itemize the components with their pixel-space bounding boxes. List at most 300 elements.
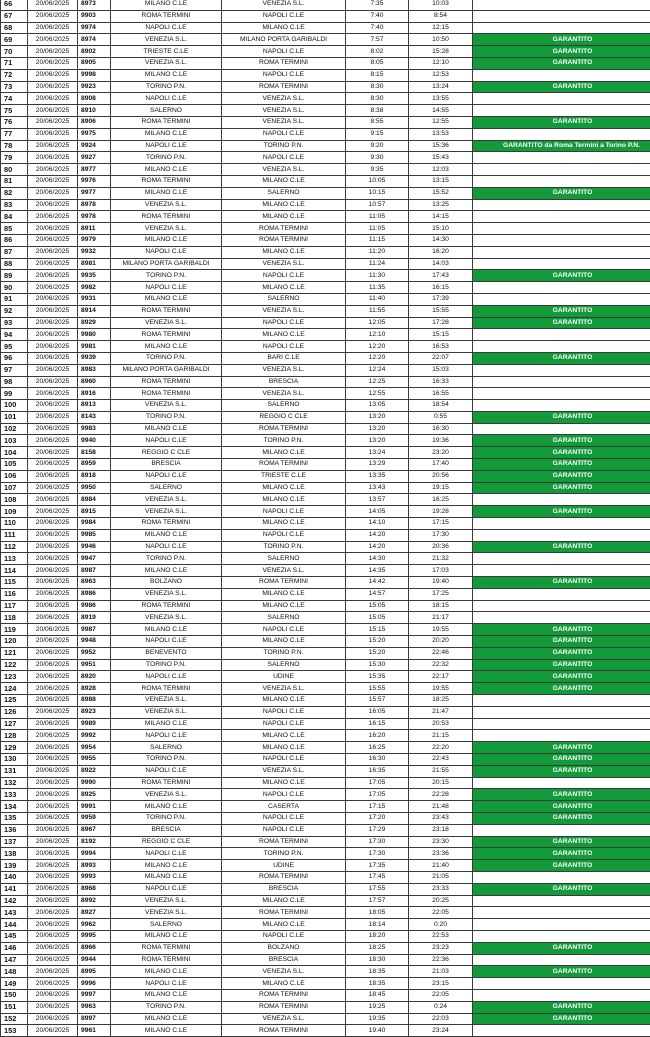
row-number: 147 xyxy=(1,954,28,966)
arrival-time: 12:53 xyxy=(409,69,473,81)
arrival-time: 16:33 xyxy=(409,376,473,388)
arrival-station: MILANO C.LE xyxy=(222,636,346,648)
departure-time: 13:20 xyxy=(346,411,409,423)
departure-time: 8:02 xyxy=(346,46,409,58)
arrival-station: BARI C.LE xyxy=(222,352,346,364)
row-number: 116 xyxy=(1,588,28,600)
train-number: 9991 xyxy=(78,801,111,813)
departure-station: MILANO C.LE xyxy=(111,871,222,883)
arrival-time: 23:43 xyxy=(409,812,473,824)
travel-date: 20/06/2025 xyxy=(28,0,78,10)
arrival-time: 20:25 xyxy=(409,895,473,907)
row-number: 132 xyxy=(1,777,28,789)
guarantee-status: GARANTITO xyxy=(473,883,650,895)
arrival-station: MILANO C.LE xyxy=(222,329,346,341)
row-number: 79 xyxy=(1,152,28,164)
departure-station: NAPOLI C.LE xyxy=(111,93,222,105)
departure-station: VENEZIA S.L. xyxy=(111,789,222,801)
row-number: 121 xyxy=(1,647,28,659)
departure-station: SALERNO xyxy=(111,482,222,494)
departure-time: 13:24 xyxy=(346,447,409,459)
guarantee-status xyxy=(473,954,650,966)
row-number: 150 xyxy=(1,989,28,1001)
row-number: 103 xyxy=(1,435,28,447)
row-number: 83 xyxy=(1,199,28,211)
table-row xyxy=(1,388,650,400)
departure-station: MILANO C.LE xyxy=(111,341,222,353)
guarantee-status xyxy=(473,706,650,718)
arrival-station: ROMA TERMINI xyxy=(222,459,346,471)
arrival-time: 12:15 xyxy=(409,22,473,34)
departure-time: 16:05 xyxy=(346,706,409,718)
guarantee-status: GARANTITO xyxy=(473,81,650,93)
guarantee-status xyxy=(473,22,650,34)
guarantee-status: GARANTITO xyxy=(473,860,650,872)
table-row xyxy=(1,411,650,423)
travel-date: 20/06/2025 xyxy=(28,989,78,1001)
table-row xyxy=(1,565,650,577)
departure-time: 11:40 xyxy=(346,293,409,305)
train-number: 8997 xyxy=(78,1013,111,1025)
travel-date: 20/06/2025 xyxy=(28,930,78,942)
departure-time: 13:43 xyxy=(346,482,409,494)
train-number: 9962 xyxy=(78,919,111,931)
arrival-station: MILANO C.LE xyxy=(222,22,346,34)
departure-station: VENEZIA S.L. xyxy=(111,400,222,412)
guarantee-status xyxy=(473,730,650,742)
departure-station: VENEZIA S.L. xyxy=(111,506,222,518)
departure-time: 17:29 xyxy=(346,824,409,836)
departure-time: 17:57 xyxy=(346,895,409,907)
departure-time: 11:15 xyxy=(346,234,409,246)
table-row xyxy=(1,836,650,848)
train-number: 9995 xyxy=(78,930,111,942)
arrival-station: SALERNO xyxy=(222,553,346,565)
row-number: 72 xyxy=(1,69,28,81)
arrival-station: CASERTA xyxy=(222,801,346,813)
arrival-time: 22:36 xyxy=(409,954,473,966)
arrival-station: ROMA TERMINI xyxy=(222,907,346,919)
arrival-time: 15:15 xyxy=(409,329,473,341)
departure-station: MILANO C.LE xyxy=(111,187,222,199)
train-number: 8978 xyxy=(78,199,111,211)
travel-date: 20/06/2025 xyxy=(28,966,78,978)
departure-time: 10:57 xyxy=(346,199,409,211)
departure-time: 12:10 xyxy=(346,329,409,341)
guarantee-status xyxy=(473,329,650,341)
guarantee-status xyxy=(473,258,650,270)
travel-date: 20/06/2025 xyxy=(28,128,78,140)
departure-time: 15:05 xyxy=(346,612,409,624)
travel-date: 20/06/2025 xyxy=(28,718,78,730)
table-row xyxy=(1,187,650,199)
row-number: 66 xyxy=(1,0,28,10)
train-number: 8974 xyxy=(78,34,111,46)
departure-station: TORINO P.N. xyxy=(111,352,222,364)
departure-station: ROMA TERMINI xyxy=(111,954,222,966)
guarantee-status xyxy=(473,777,650,789)
departure-station: BENEVENTO xyxy=(111,647,222,659)
guarantee-status xyxy=(473,400,650,412)
arrival-time: 15:10 xyxy=(409,223,473,235)
train-number: 9982 xyxy=(78,282,111,294)
travel-date: 20/06/2025 xyxy=(28,942,78,954)
row-number: 111 xyxy=(1,529,28,541)
arrival-time: 13:24 xyxy=(409,81,473,93)
table-row xyxy=(1,282,650,294)
guarantee-status: GARANTITO xyxy=(473,34,650,46)
train-number: 9923 xyxy=(78,81,111,93)
departure-time: 11:05 xyxy=(346,223,409,235)
travel-date: 20/06/2025 xyxy=(28,1025,78,1037)
guarantee-status: GARANTITO xyxy=(473,447,650,459)
guarantee-status: GARANTITO xyxy=(473,812,650,824)
train-number: 9903 xyxy=(78,10,111,22)
table-row xyxy=(1,671,650,683)
travel-date: 20/06/2025 xyxy=(28,81,78,93)
guarantee-status: GARANTITO xyxy=(473,187,650,199)
departure-time: 17:35 xyxy=(346,860,409,872)
train-number: 8905 xyxy=(78,57,111,69)
arrival-station: TRIESTE C.LE xyxy=(222,470,346,482)
arrival-station: VENEZIA S.L. xyxy=(222,258,346,270)
guarantee-status: GARANTITO xyxy=(473,765,650,777)
guarantee-status: GARANTITO xyxy=(473,1013,650,1025)
arrival-station: MILANO PORTA GARIBALDI xyxy=(222,34,346,46)
guarantee-status xyxy=(473,246,650,258)
guarantee-status xyxy=(473,895,650,907)
travel-date: 20/06/2025 xyxy=(28,93,78,105)
travel-date: 20/06/2025 xyxy=(28,270,78,282)
row-number: 100 xyxy=(1,400,28,412)
travel-date: 20/06/2025 xyxy=(28,46,78,58)
row-number: 151 xyxy=(1,1001,28,1013)
travel-date: 20/06/2025 xyxy=(28,954,78,966)
guarantee-status: GARANTITO xyxy=(473,754,650,766)
departure-time: 10:15 xyxy=(346,187,409,199)
departure-time: 9:30 xyxy=(346,152,409,164)
arrival-station: TORINO P.N. xyxy=(222,541,346,553)
train-number: 8192 xyxy=(78,836,111,848)
travel-date: 20/06/2025 xyxy=(28,754,78,766)
departure-station: VENEZIA S.L. xyxy=(111,494,222,506)
guarantee-status: GARANTITO xyxy=(473,683,650,695)
table-row xyxy=(1,659,650,671)
guarantee-status xyxy=(473,423,650,435)
departure-time: 13:29 xyxy=(346,459,409,471)
departure-time: 18:35 xyxy=(346,978,409,990)
row-number: 90 xyxy=(1,282,28,294)
train-number: 9987 xyxy=(78,624,111,636)
table-row xyxy=(1,329,650,341)
row-number: 96 xyxy=(1,352,28,364)
row-number: 82 xyxy=(1,187,28,199)
table-row xyxy=(1,848,650,860)
train-number: 9963 xyxy=(78,1001,111,1013)
departure-station: MILANO C.LE xyxy=(111,801,222,813)
guarantee-status xyxy=(473,919,650,931)
arrival-station: ROMA TERMINI xyxy=(222,871,346,883)
departure-station: ROMA TERMINI xyxy=(111,777,222,789)
arrival-station: SALERNO xyxy=(222,187,346,199)
arrival-time: 21:05 xyxy=(409,871,473,883)
arrival-station: NAPOLI C.LE xyxy=(222,270,346,282)
arrival-station: NAPOLI C.LE xyxy=(222,128,346,140)
travel-date: 20/06/2025 xyxy=(28,565,78,577)
arrival-time: 19:28 xyxy=(409,506,473,518)
table-row xyxy=(1,81,650,93)
arrival-station: VENEZIA S.L. xyxy=(222,305,346,317)
arrival-station: NAPOLI C.LE xyxy=(222,706,346,718)
departure-time: 17:05 xyxy=(346,777,409,789)
table-row xyxy=(1,423,650,435)
train-number: 9993 xyxy=(78,871,111,883)
row-number: 135 xyxy=(1,812,28,824)
row-number: 67 xyxy=(1,10,28,22)
arrival-time: 22:05 xyxy=(409,989,473,1001)
row-number: 109 xyxy=(1,506,28,518)
departure-time: 18:45 xyxy=(346,989,409,1001)
table-row xyxy=(1,506,650,518)
train-number: 8923 xyxy=(78,706,111,718)
departure-time: 18:05 xyxy=(346,907,409,919)
train-number: 9932 xyxy=(78,246,111,258)
table-row xyxy=(1,895,650,907)
travel-date: 20/06/2025 xyxy=(28,860,78,872)
train-number: 9955 xyxy=(78,754,111,766)
table-row xyxy=(1,234,650,246)
departure-time: 14:20 xyxy=(346,541,409,553)
departure-station: MILANO C.LE xyxy=(111,1025,222,1037)
guarantee-status: GARANTITO xyxy=(473,848,650,860)
table-row xyxy=(1,128,650,140)
arrival-time: 22:20 xyxy=(409,742,473,754)
arrival-time: 23:24 xyxy=(409,1025,473,1037)
departure-time: 8:30 xyxy=(346,81,409,93)
arrival-station: MILANO C.LE xyxy=(222,730,346,742)
table-row xyxy=(1,470,650,482)
table-row xyxy=(1,919,650,931)
departure-station: MILANO C.LE xyxy=(111,624,222,636)
table-row xyxy=(1,293,650,305)
guarantee-status: GARANTITO xyxy=(473,577,650,589)
arrival-station: NAPOLI C.LE xyxy=(222,718,346,730)
train-number: 8906 xyxy=(78,116,111,128)
row-number: 84 xyxy=(1,211,28,223)
train-number: 9959 xyxy=(78,812,111,824)
guarantee-status xyxy=(473,824,650,836)
arrival-time: 14:03 xyxy=(409,258,473,270)
travel-date: 20/06/2025 xyxy=(28,435,78,447)
arrival-station: MILANO C.LE xyxy=(222,895,346,907)
arrival-time: 17:39 xyxy=(409,293,473,305)
departure-time: 17:30 xyxy=(346,836,409,848)
travel-date: 20/06/2025 xyxy=(28,706,78,718)
table-row xyxy=(1,1025,650,1037)
row-number: 106 xyxy=(1,470,28,482)
departure-station: NAPOLI C.LE xyxy=(111,282,222,294)
departure-station: VENEZIA S.L. xyxy=(111,34,222,46)
row-number: 137 xyxy=(1,836,28,848)
travel-date: 20/06/2025 xyxy=(28,883,78,895)
travel-date: 20/06/2025 xyxy=(28,848,78,860)
guarantee-status xyxy=(473,282,650,294)
table-row xyxy=(1,447,650,459)
row-number: 144 xyxy=(1,919,28,931)
arrival-station: VENEZIA S.L. xyxy=(222,966,346,978)
guarantee-status xyxy=(473,234,650,246)
train-number: 8918 xyxy=(78,470,111,482)
table-row xyxy=(1,1013,650,1025)
train-number: 9954 xyxy=(78,742,111,754)
guarantee-status: GARANTITO xyxy=(473,671,650,683)
row-number: 68 xyxy=(1,22,28,34)
departure-time: 16:20 xyxy=(346,730,409,742)
guarantee-status: GARANTITO xyxy=(473,942,650,954)
departure-station: MILANO PORTA GARIBALDI xyxy=(111,364,222,376)
arrival-time: 22:43 xyxy=(409,754,473,766)
table-row xyxy=(1,494,650,506)
travel-date: 20/06/2025 xyxy=(28,907,78,919)
travel-date: 20/06/2025 xyxy=(28,282,78,294)
travel-date: 20/06/2025 xyxy=(28,647,78,659)
arrival-time: 22:53 xyxy=(409,930,473,942)
arrival-station: TORINO P.N. xyxy=(222,435,346,447)
table-row xyxy=(1,317,650,329)
travel-date: 20/06/2025 xyxy=(28,588,78,600)
departure-station: TORINO P.N. xyxy=(111,81,222,93)
arrival-time: 23:23 xyxy=(409,942,473,954)
departure-station: MILANO C.LE xyxy=(111,860,222,872)
row-number: 104 xyxy=(1,447,28,459)
arrival-station: MILANO C.LE xyxy=(222,777,346,789)
table-row xyxy=(1,459,650,471)
arrival-time: 13:55 xyxy=(409,93,473,105)
row-number: 149 xyxy=(1,978,28,990)
train-number: 9985 xyxy=(78,529,111,541)
train-number: 9983 xyxy=(78,423,111,435)
arrival-station: NAPOLI C.LE xyxy=(222,624,346,636)
arrival-station: NAPOLI C.LE xyxy=(222,930,346,942)
arrival-time: 22:03 xyxy=(409,1013,473,1025)
departure-station: VENEZIA S.L. xyxy=(111,695,222,707)
arrival-time: 18:15 xyxy=(409,600,473,612)
arrival-station: VENEZIA S.L. xyxy=(222,116,346,128)
arrival-station: MILANO C.LE xyxy=(222,175,346,187)
guarantee-status xyxy=(473,10,650,22)
departure-time: 17:55 xyxy=(346,883,409,895)
table-row xyxy=(1,636,650,648)
arrival-time: 12:03 xyxy=(409,164,473,176)
arrival-time: 20:36 xyxy=(409,541,473,553)
table-row xyxy=(1,765,650,777)
arrival-station: NAPOLI C.LE xyxy=(222,10,346,22)
train-number: 9944 xyxy=(78,954,111,966)
table-row xyxy=(1,718,650,730)
departure-station: REGGIO C CLE xyxy=(111,447,222,459)
row-number: 81 xyxy=(1,175,28,187)
departure-station: ROMA TERMINI xyxy=(111,175,222,187)
arrival-time: 16:30 xyxy=(409,423,473,435)
train-number: 9947 xyxy=(78,553,111,565)
departure-station: ROMA TERMINI xyxy=(111,376,222,388)
guarantee-status: GARANTITO xyxy=(473,1001,650,1013)
travel-date: 20/06/2025 xyxy=(28,636,78,648)
row-number: 73 xyxy=(1,81,28,93)
travel-date: 20/06/2025 xyxy=(28,895,78,907)
arrival-station: NAPOLI C.LE xyxy=(222,69,346,81)
row-number: 130 xyxy=(1,754,28,766)
arrival-station: MILANO C.LE xyxy=(222,588,346,600)
travel-date: 20/06/2025 xyxy=(28,695,78,707)
guarantee-status xyxy=(473,553,650,565)
departure-time: 12:24 xyxy=(346,364,409,376)
departure-station: VENEZIA S.L. xyxy=(111,612,222,624)
arrival-time: 22:07 xyxy=(409,352,473,364)
arrival-station: MILANO C.LE xyxy=(222,919,346,931)
row-number: 134 xyxy=(1,801,28,813)
departure-station: MILANO C.LE xyxy=(111,69,222,81)
arrival-station: ROMA TERMINI xyxy=(222,836,346,848)
arrival-station: MILANO C.LE xyxy=(222,600,346,612)
row-number: 152 xyxy=(1,1013,28,1025)
departure-station: MILANO C.LE xyxy=(111,565,222,577)
guarantee-status: GARANTITO xyxy=(473,305,650,317)
arrival-time: 19:36 xyxy=(409,435,473,447)
table-row xyxy=(1,435,650,447)
arrival-time: 17:43 xyxy=(409,270,473,282)
table-row xyxy=(1,824,650,836)
arrival-station: ROMA TERMINI xyxy=(222,234,346,246)
departure-station: TORINO P.N. xyxy=(111,754,222,766)
departure-time: 15:20 xyxy=(346,636,409,648)
guarantee-status: GARANTITO xyxy=(473,317,650,329)
table-row xyxy=(1,942,650,954)
departure-station: NAPOLI C.LE xyxy=(111,541,222,553)
arrival-station: UDINE xyxy=(222,860,346,872)
arrival-station: BRESCIA xyxy=(222,883,346,895)
train-number: 9992 xyxy=(78,730,111,742)
train-number: 8984 xyxy=(78,494,111,506)
travel-date: 20/06/2025 xyxy=(28,1001,78,1013)
arrival-time: 14:30 xyxy=(409,234,473,246)
arrival-station: ROMA TERMINI xyxy=(222,1001,346,1013)
train-number: 9931 xyxy=(78,293,111,305)
row-number: 97 xyxy=(1,364,28,376)
arrival-time: 17:30 xyxy=(409,529,473,541)
train-number: 9950 xyxy=(78,482,111,494)
departure-time: 17:45 xyxy=(346,871,409,883)
departure-time: 11:35 xyxy=(346,282,409,294)
table-row xyxy=(1,69,650,81)
departure-time: 11:30 xyxy=(346,270,409,282)
arrival-time: 20:20 xyxy=(409,636,473,648)
train-number: 8911 xyxy=(78,223,111,235)
train-number: 8922 xyxy=(78,765,111,777)
arrival-time: 21:40 xyxy=(409,860,473,872)
arrival-time: 22:05 xyxy=(409,907,473,919)
row-number: 74 xyxy=(1,93,28,105)
guarantee-status: GARANTITO xyxy=(473,270,650,282)
row-number: 133 xyxy=(1,789,28,801)
guarantee-status: GARANTITO xyxy=(473,636,650,648)
guarantee-status xyxy=(473,978,650,990)
travel-date: 20/06/2025 xyxy=(28,187,78,199)
travel-date: 20/06/2025 xyxy=(28,423,78,435)
travel-date: 20/06/2025 xyxy=(28,223,78,235)
departure-time: 7:40 xyxy=(346,22,409,34)
departure-time: 12:20 xyxy=(346,352,409,364)
